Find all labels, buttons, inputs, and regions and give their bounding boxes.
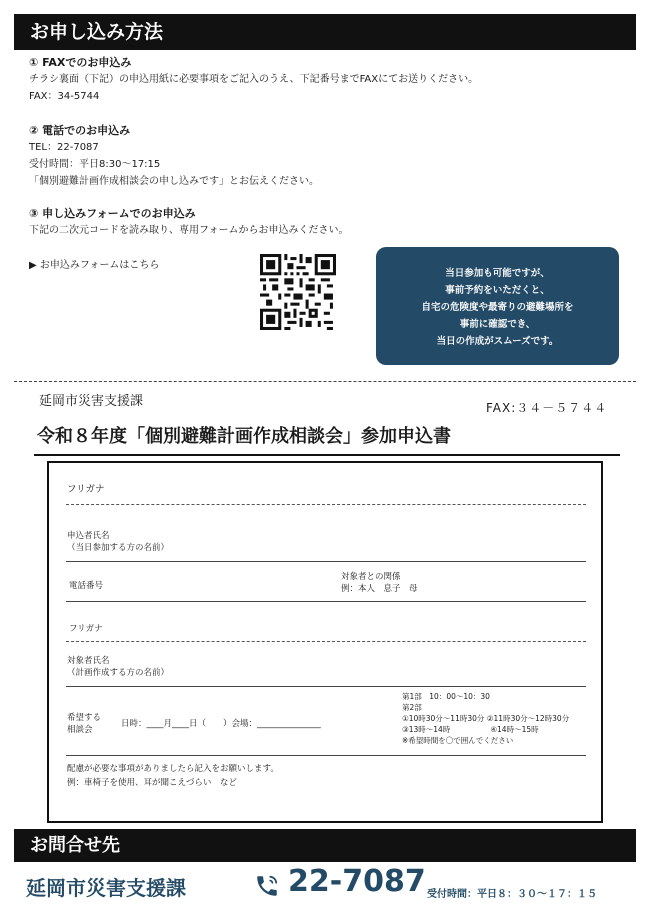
method-web-text: 下記の二次元コードを読み取り、専用フォームからお申込みください。	[29, 225, 349, 236]
relation-label: 対象者との関係	[341, 572, 401, 582]
application-form	[47, 461, 603, 823]
session-2: 第2部	[402, 703, 422, 712]
method-fax-number: FAX：34-5744	[29, 91, 100, 102]
phone-icon	[254, 873, 280, 899]
consult-label-2: 相談会	[67, 725, 93, 735]
consult-label: 希望する	[67, 713, 102, 723]
slot-option[interactable]: ④14時～15時	[490, 725, 539, 734]
qr-code-icon[interactable]	[260, 254, 336, 330]
method-tel-instructions: 「個別避難計画作成相談会の申し込みです」とお伝えください。	[29, 176, 319, 187]
form-title: 令和８年度「個別避難計画作成相談会」参加申込書	[37, 426, 451, 447]
contact-department: 延岡市災害支援課	[26, 876, 186, 900]
method-tel-hours: 受付時間：平日8:30～17:15	[29, 159, 161, 170]
session-1: 第1部 10：00～10：30	[402, 692, 490, 701]
phone-number-label: 電話番号	[69, 581, 104, 591]
section-header-contact: お問合せ先	[14, 829, 636, 862]
furigana-label-target: フリガナ	[69, 624, 103, 634]
session-schedule	[402, 691, 569, 746]
section-header-apply: お申し込み方法	[14, 14, 636, 50]
applicant-name-label: 申込者氏名	[67, 531, 110, 541]
method-fax-text: チラシ裏面（下記）の申込用紙に必要事項をご記入のうえ、下記番号までFAXにてお送りください。	[29, 74, 479, 85]
care-example: 例：車椅子を使用、耳が聞こえづらい など	[67, 778, 237, 788]
callout-line: 自宅の危険度や最寄りの避難場所を	[421, 302, 574, 313]
target-name-label: 対象者氏名	[67, 656, 110, 666]
application-form-link[interactable]: ▶ お申込みフォームはこちら	[29, 260, 160, 271]
cut-line-divider	[14, 381, 636, 382]
furigana-applicant-field[interactable]	[66, 504, 586, 505]
applicant-name-note: （当日参加する方の名前）	[67, 543, 170, 553]
form-department: 延岡市災害支援課	[39, 394, 144, 409]
method-fax-title: ① FAXでのお申込み	[29, 56, 132, 69]
contact-tel[interactable]: 22-7087	[288, 864, 426, 899]
slot-option[interactable]: ②11時30分～12時30分	[486, 714, 570, 723]
slot-option[interactable]: ①10時30分～11時30分	[402, 714, 485, 723]
slot-note: ※希望時間を〇で囲んでください	[402, 736, 514, 745]
relation-example: 例：本人 息子 母	[341, 584, 418, 594]
furigana-label-applicant: フリガナ	[67, 484, 105, 495]
callout-line: 事前予約をいただくと、	[445, 285, 550, 296]
method-tel-title: ② 電話でのお申込み	[29, 124, 131, 137]
method-fax	[29, 54, 478, 105]
callout-line: 当日参加も可能ですが、	[445, 268, 550, 279]
method-tel-number: TEL：22-7087	[29, 142, 99, 153]
target-name-note: （計画作成する方の名前）	[67, 668, 170, 678]
target-name-field[interactable]	[66, 686, 586, 687]
slot-option[interactable]: ③13時～14時	[402, 725, 451, 734]
method-tel	[29, 122, 319, 190]
slot-row	[402, 724, 569, 735]
method-web-title: ③ 申し込みフォームでのお申込み	[29, 207, 196, 220]
callout-line: 事前に確認でき、	[459, 319, 536, 330]
callout-line: 当日の作成がスムーズです。	[436, 336, 559, 347]
consult-field-rule	[66, 755, 586, 756]
care-note: 配慮が必要な事項がありましたら記入をお願いします。	[67, 764, 279, 774]
contact-hours: 受付時間：平日８：３０～１７：１５	[427, 889, 597, 900]
applicant-name-field[interactable]	[66, 561, 586, 562]
slot-row	[402, 713, 569, 724]
phone-relation-field[interactable]	[66, 601, 586, 602]
furigana-target-field[interactable]	[66, 641, 586, 642]
form-fax-number: FAX:３４－５７４４	[486, 401, 608, 415]
advance-booking-callout	[376, 247, 619, 365]
title-divider	[34, 454, 620, 456]
date-venue-field[interactable]: 日時：____月____日（ ）会場：_______________	[121, 719, 321, 729]
method-web	[29, 205, 349, 239]
